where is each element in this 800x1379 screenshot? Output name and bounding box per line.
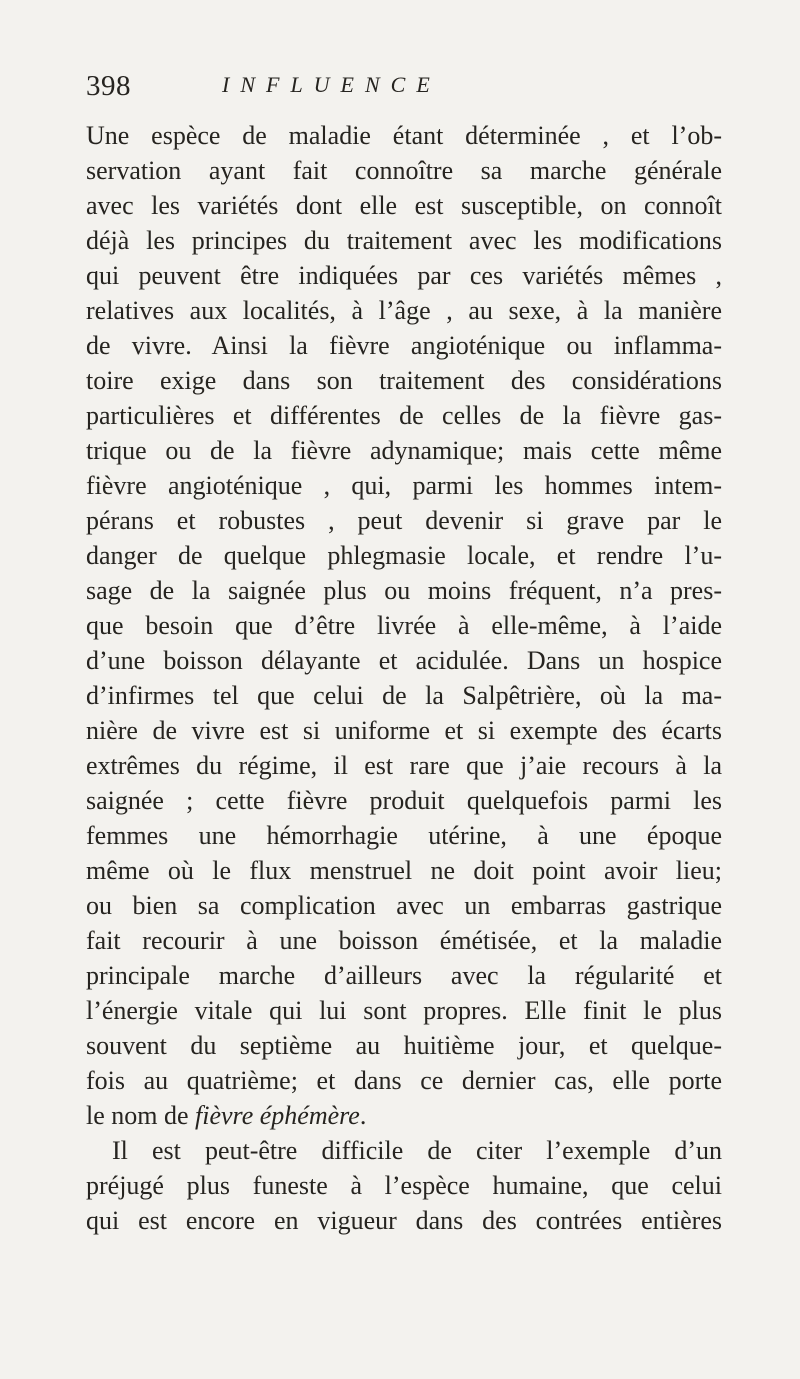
page-number: 398 — [86, 70, 131, 102]
text-line: fait recourir à une boisson émétisée, et la maladie — [86, 926, 722, 955]
text-line: qui peuvent être indiquées par ces variétés mêmes , — [86, 261, 722, 290]
text-line: d’une boisson délayante et acidulée. Dans un hospice — [86, 646, 722, 675]
text-line: pérans et robustes , peut devenir si grave par le — [86, 506, 722, 535]
paragraph-1 — [86, 118, 722, 1133]
text-line: Une espèce de maladie étant déterminée , et l’ob- — [86, 121, 722, 150]
text-line: préjugé plus funeste à l’espèce humaine, que celui — [86, 1171, 722, 1200]
body-text — [86, 118, 722, 1238]
text-line: danger de quelque phlegmasie locale, et rendre l’u- — [86, 541, 722, 570]
text-fragment: . — [359, 1101, 367, 1130]
text-line: fois au quatrième; et dans ce dernier cas, elle porte — [86, 1066, 722, 1095]
text-line: d’infirmes tel que celui de la Salpêtrière, où la ma- — [86, 681, 722, 710]
text-line: principale marche d’ailleurs avec la régularité et — [86, 961, 722, 990]
text-line: toire exige dans son traitement des considérations — [86, 366, 722, 395]
italic-term: fièvre éphémère — [195, 1101, 360, 1130]
text-line: même où le flux menstruel ne doit point avoir lieu; — [86, 856, 722, 885]
running-head — [86, 68, 726, 108]
text-line: que besoin que d’être livrée à elle-même, à l’aide — [86, 611, 722, 640]
text-line: particulières et différentes de celles de la fièvre gas- — [86, 401, 722, 430]
text-line: de vivre. Ainsi la fièvre angioténique ou inflamma- — [86, 331, 722, 360]
text-line: souvent du septième au huitième jour, et quelque- — [86, 1031, 722, 1060]
paragraph-2 — [86, 1133, 722, 1238]
text-line: trique ou de la fièvre adynamique; mais cette même — [86, 436, 722, 465]
text-line: fièvre angioténique , qui, parmi les hommes intem- — [86, 471, 722, 500]
running-title: INFLUENCE — [222, 72, 441, 97]
text-line: déjà les principes du traitement avec les modifications — [86, 226, 722, 255]
text-line: saignée ; cette fièvre produit quelquefois parmi les — [86, 786, 722, 815]
text-line: l’énergie vitale qui lui sont propres. Elle finit le plus — [86, 996, 722, 1025]
text-line: extrêmes du régime, il est rare que j’aie recours à la — [86, 751, 722, 780]
text-line: qui est encore en vigueur dans des contrées entières — [86, 1206, 722, 1235]
text-line: relatives aux localités, à l’âge , au sexe, à la manière — [86, 296, 722, 325]
text-line: ou bien sa complication avec un embarras gastrique — [86, 891, 722, 920]
text-fragment: le nom de — [86, 1101, 196, 1130]
text-line: femmes une hémorrhagie utérine, à une époque — [86, 821, 722, 850]
text-line-last — [86, 1098, 722, 1133]
text-line: servation ayant fait connoître sa marche générale — [86, 156, 722, 185]
text-line: Il est peut-être difficile de citer l’exemple d’un — [112, 1136, 722, 1165]
text-line: avec les variétés dont elle est susceptible, on connoît — [86, 191, 722, 220]
text-line: nière de vivre est si uniforme et si exempte des écarts — [86, 716, 722, 745]
text-line: sage de la saignée plus ou moins fréquent, n’a pres- — [86, 576, 722, 605]
